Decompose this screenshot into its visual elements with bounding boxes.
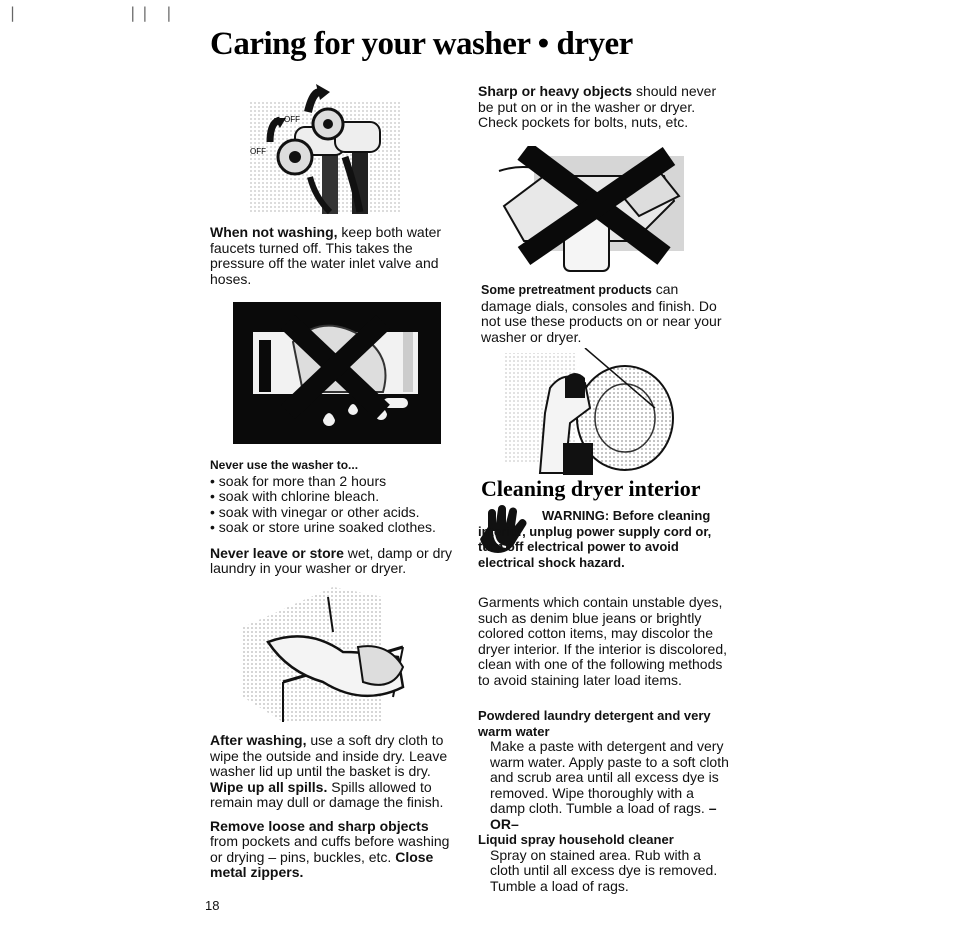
not-washing-body: keep both water faucets turned off. This takes the pressure off the water inlet valve and hoses. xyxy=(210,224,442,287)
not-washing-paragraph xyxy=(210,225,455,287)
powdered-body: Make a paste with detergent and very warm water. Apply paste to a soft cloth and scrub area until all excess dye is removed. Wipe thoroughly with a damp cloth. Tumble a load of rags. xyxy=(490,738,729,816)
sharp-objects-illustration xyxy=(494,146,694,276)
soaking-washer-illustration xyxy=(233,302,441,444)
close-zippers-lead: Close metal zippers. xyxy=(210,848,434,880)
never-leave-lead: Never leave or store xyxy=(210,544,344,561)
sharp-heavy-body: should never be put on or in the washer or dryer. Check pockets for bolts, nuts, etc. xyxy=(478,83,717,130)
warning-block xyxy=(478,508,723,570)
never-leave-body: wet, damp or dry laundry in your washer or dryer. xyxy=(210,544,453,576)
wipe-spills-lead: Wipe up all spills. xyxy=(210,778,328,795)
after-washing-block xyxy=(210,733,455,881)
never-leave-paragraph xyxy=(210,546,455,577)
wiping-washer-illustration xyxy=(243,587,448,722)
list-item: • soak or store urine soaked clothes. xyxy=(210,520,455,536)
after-washing-lead: After washing, xyxy=(210,732,307,748)
wipe-spills-body: Spills allowed to remain may dull or damage the finish. xyxy=(210,778,444,810)
pretreatment-spray-illustration xyxy=(505,348,675,475)
liquid-heading: Liquid spray household cleaner xyxy=(478,832,674,847)
page-number: 18 xyxy=(205,898,220,913)
remove-loose-paragraph xyxy=(210,819,455,881)
liquid-body: Spray on stained area. Rub with a cloth until all excess dye is removed. Tumble a load of rags. xyxy=(490,846,718,894)
list-item: • soak with vinegar or other acids. xyxy=(210,505,455,521)
remove-loose-lead: Remove loose and sharp objects xyxy=(210,817,429,834)
never-use-heading: Never use the washer to... xyxy=(210,458,359,472)
never-use-block xyxy=(210,458,455,577)
after-washing-body: use a soft dry cloth to wipe the outside and inside dry. Leave washer lid up until the basket is dry. xyxy=(210,732,448,779)
list-item: • soak with chlorine bleach. xyxy=(210,489,455,505)
garments-text: Garments which contain unstable dyes, such as denim blue jeans or brightly colored cotton items, may discolor the dryer interior. If the interior is discolored, clean with one of the following methods to avoid staining later load items. xyxy=(478,594,727,688)
faucet-illustration xyxy=(250,82,400,214)
powdered-heading: Powdered laundry detergent and very warm water xyxy=(478,708,711,739)
scan-marks: | || | xyxy=(8,4,177,22)
pretreatment-body: can damage dials, consoles and finish. Do not use these products on or near your washer or dryer. xyxy=(481,281,722,345)
after-washing-paragraph xyxy=(210,733,455,811)
or-separator: –OR– xyxy=(490,800,717,832)
garments-paragraph xyxy=(478,595,728,688)
cleaning-methods xyxy=(478,708,730,894)
warning-text: WARNING: Before cleaning interior, unplug power supply cord or, turn off electrical power to avoid electrical shock hazard. xyxy=(478,508,712,570)
never-use-list xyxy=(210,474,455,536)
pretreatment-lead: Some pretreatment products xyxy=(481,283,652,297)
off-label-lower: OFF xyxy=(250,147,266,156)
off-label-upper: OFF xyxy=(284,115,300,124)
page-title: Caring for your washer • dryer xyxy=(210,26,633,62)
sharp-heavy-paragraph xyxy=(478,84,728,131)
sharp-heavy-lead: Sharp or heavy objects xyxy=(478,83,633,99)
powdered-body-paragraph xyxy=(478,739,730,832)
remove-loose-body: from pockets and cuffs before washing or drying – pins, buckles, etc. xyxy=(210,833,450,865)
list-item: • soak for more than 2 hours xyxy=(210,474,455,490)
not-washing-lead: When not washing, xyxy=(210,224,338,240)
pretreatment-paragraph xyxy=(481,282,731,345)
cleaning-dryer-heading: Cleaning dryer interior xyxy=(481,476,701,501)
